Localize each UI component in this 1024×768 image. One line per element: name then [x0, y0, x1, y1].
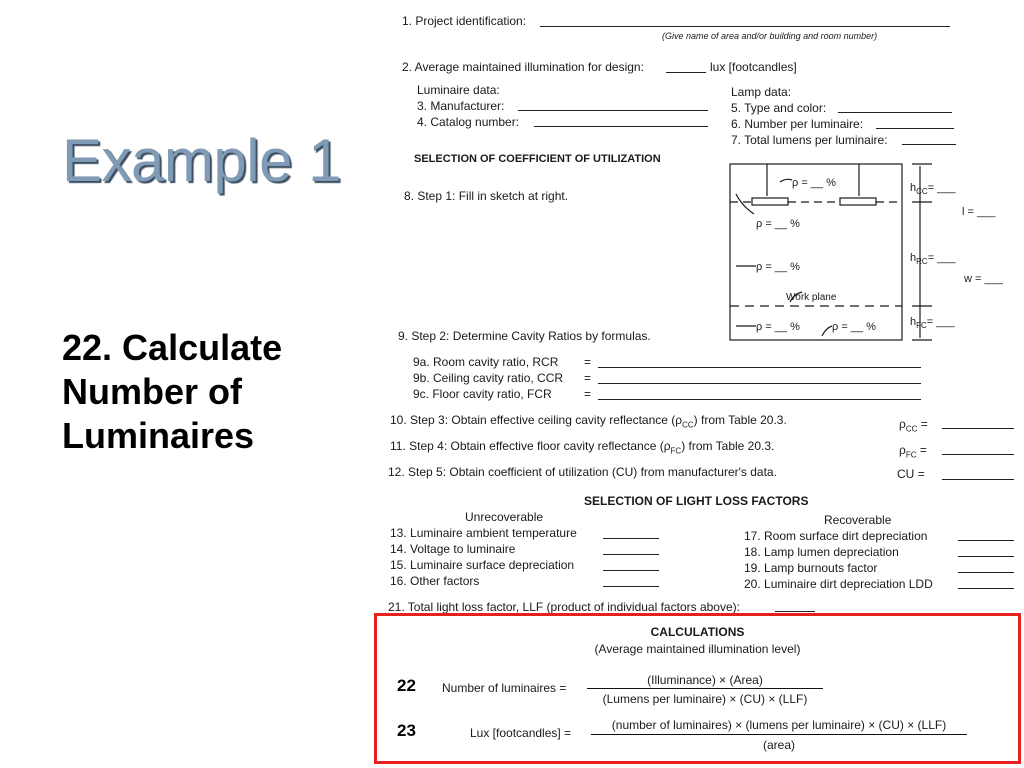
slide-subtitle: 22. Calculate Number of Luminaires [62, 327, 283, 456]
item-9a-equals: = [584, 355, 592, 369]
unrecoverable-heading: Unrecoverable [465, 510, 544, 524]
item-9c-field[interactable] [598, 399, 921, 400]
item-12-label: 12. Step 5: Obtain coefficient of utilization (CU) from manufacturer's data. [388, 465, 777, 479]
row-22-label: Number of luminaires = [442, 681, 567, 695]
item-21-label: 21. Total light loss factor, LLF (product of individual factors above): [388, 600, 740, 614]
item-9-label: 9. Step 2: Determine Cavity Ratios by formulas. [398, 329, 651, 343]
item-14-field[interactable] [603, 554, 659, 555]
item-1-label: 1. Project identification: [402, 14, 527, 28]
item-2-field[interactable] [666, 72, 706, 73]
item-21-field[interactable] [775, 611, 815, 612]
item-4-field[interactable] [534, 126, 708, 127]
rho-ceiling-cavity-label: ρ = __ % [756, 218, 800, 230]
item-4-label: 4. Catalog number: [417, 115, 520, 129]
recoverable-heading: Recoverable [824, 513, 892, 527]
item-13-field[interactable] [603, 538, 659, 539]
item-11-label: 11. Step 4: Obtain effective floor cavity reflectance $(\rho_{FC})$ from Table 20.3. [390, 439, 775, 456]
rho-cc-label: $\rho_{CC}$ = [899, 417, 928, 434]
row-22-denominator: (Lumens per luminaire) × (CU) × (LLF) [602, 692, 808, 706]
item-3-label: 3. Manufacturer: [417, 99, 505, 113]
item-8-label: 8. Step 1: Fill in sketch at right. [404, 189, 569, 203]
item-5-label: 5. Type and color: [731, 101, 827, 115]
item-9b-field[interactable] [598, 383, 921, 384]
item-20-label: 20. Luminaire dirt depreciation LDD [744, 577, 933, 591]
row-22-number: 22 [397, 676, 416, 695]
row-22-numerator: (Illuminance) × (Area) [647, 673, 763, 687]
item-19-field[interactable] [958, 572, 1014, 573]
item-9b-equals: = [584, 371, 592, 385]
calculations-subheading: (Average maintained illumination level) [594, 642, 801, 656]
rho-ceiling-label: ρ = __ % [792, 177, 836, 189]
row-22-fraction-line [587, 688, 823, 689]
item-9c-equals: = [584, 387, 592, 401]
llf-heading: SELECTION OF LIGHT LOSS FACTORS [584, 494, 809, 508]
item-19-label: 19. Lamp burnouts factor [744, 561, 878, 575]
row-23-fraction-line [591, 734, 967, 735]
item-16-label: 16. Other factors [390, 574, 480, 588]
rho-floor-wall-label: ρ = __ % [756, 321, 800, 333]
luminaire-left-icon [752, 198, 788, 205]
calculations-box [374, 613, 1021, 764]
lamp-data-heading: Lamp data: [731, 85, 792, 99]
row-23-numerator: (number of luminaires) × (lumens per luminaire) × (CU) × (LLF) [611, 718, 947, 732]
item-15-label: 15. Luminaire surface depreciation [390, 558, 575, 572]
item-3-field[interactable] [518, 110, 708, 111]
row-23-number: 23 [397, 721, 416, 740]
item-14-label: 14. Voltage to luminaire [390, 542, 516, 556]
cu-label: CU = [897, 467, 925, 481]
item-6-label: 6. Number per luminaire: [731, 117, 864, 131]
item-10-label: 10. Step 3: Obtain effective ceiling cavity reflectance $(\rho_{CC})$ from Table 20.3. [390, 413, 787, 430]
h-rc-label: $h_{RC}=$ ___ [910, 252, 956, 266]
cu-heading: SELECTION OF COEFFICIENT OF UTILIZATION [414, 153, 661, 165]
h-cc-label: $h_{CC}=$ ___ [910, 182, 956, 196]
slide-title: Example 1 [62, 127, 341, 194]
item-5-field[interactable] [838, 112, 952, 113]
room-cavity-sketch [722, 160, 1022, 350]
rho-fc-field[interactable] [942, 454, 1014, 455]
item-9a-label: 9a. Room cavity ratio, RCR [413, 355, 559, 369]
width-label: w = ___ [964, 273, 1003, 285]
item-17-label: 17. Room surface dirt depreciation [744, 529, 928, 543]
item-9c-label: 9c. Floor cavity ratio, FCR [413, 387, 552, 401]
item-18-label: 18. Lamp lumen depreciation [744, 545, 899, 559]
rho-fc-label: $\rho_{FC}$ = [899, 443, 927, 460]
item-18-field[interactable] [958, 556, 1014, 557]
h-fc-label: $h_{FC}=$ ___ [910, 316, 955, 330]
work-plane-label: Work plane [786, 292, 837, 303]
item-2-label: 2. Average maintained illumination for design: [402, 60, 644, 74]
luminaire-right-icon [840, 198, 876, 205]
item-6-field[interactable] [876, 128, 954, 129]
item-13-label: 13. Luminaire ambient temperature [390, 526, 577, 540]
item-9b-label: 9b. Ceiling cavity ratio, CCR [413, 371, 564, 385]
item-16-field[interactable] [603, 586, 659, 587]
room-outline [730, 164, 902, 340]
item-20-field[interactable] [958, 588, 1014, 589]
item-7-field[interactable] [902, 144, 956, 145]
item-1-field[interactable] [540, 26, 950, 27]
item-7-label: 7. Total lumens per luminaire: [731, 133, 888, 147]
item-9a-field[interactable] [598, 367, 921, 368]
item-17-field[interactable] [958, 540, 1014, 541]
row-23-denominator: (area) [762, 738, 795, 752]
item-1-note: (Give name of area and/or building and room number) [662, 31, 878, 41]
calculations-heading: CALCULATIONS [650, 625, 745, 639]
rho-floor-label: ρ = __ % [832, 321, 876, 333]
length-label: l = ___ [962, 206, 996, 218]
rho-cc-field[interactable] [942, 428, 1014, 429]
item-15-field[interactable] [603, 570, 659, 571]
row-23-label: Lux [footcandles] = [470, 726, 572, 740]
item-2-unit: lux [footcandles] [710, 60, 797, 74]
rho-walls-label: ρ = __ % [756, 261, 800, 273]
cu-field[interactable] [942, 479, 1014, 480]
luminaire-data-heading: Luminaire data: [417, 83, 500, 97]
